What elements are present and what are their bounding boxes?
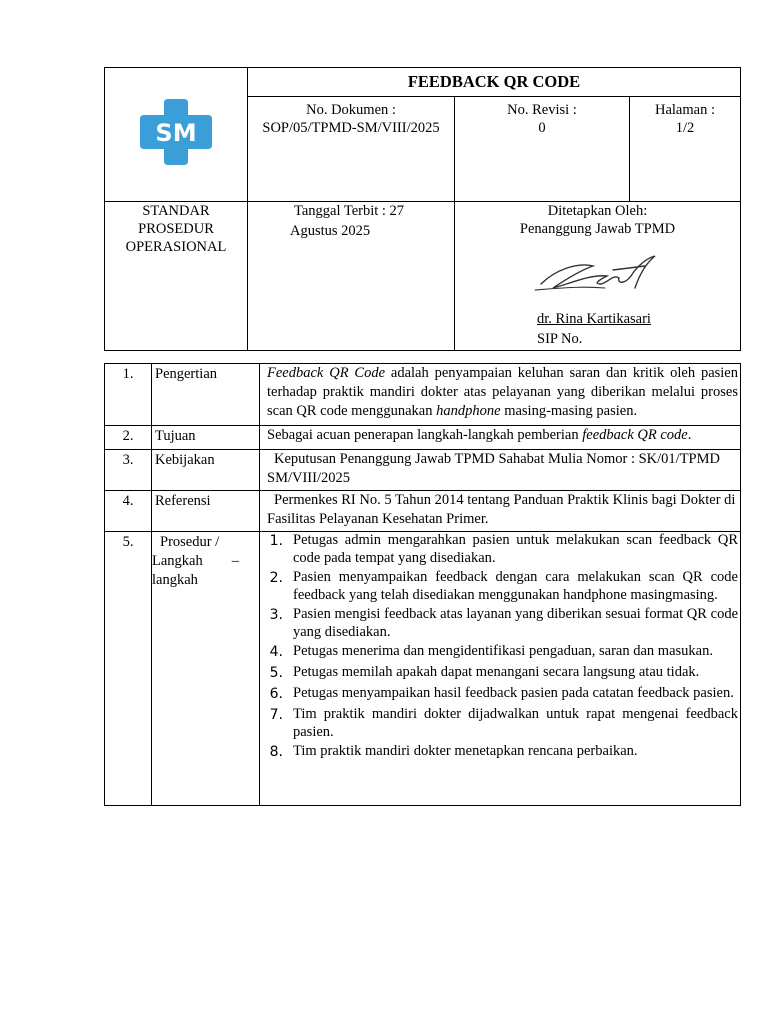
- revision-label: No. Revisi :: [507, 102, 577, 118]
- definition-text: [260, 364, 741, 426]
- procedure-label-line-2: Langkah –: [152, 553, 239, 569]
- definition-end: masing-masing pasien.: [500, 403, 638, 419]
- step-text: Tim praktik mandiri dokter menetapkan rencana perbaikan.: [293, 743, 638, 759]
- row-number: 5.: [105, 532, 152, 806]
- doc-number-label: No. Dokumen :: [306, 102, 396, 118]
- issue-date-line-1: Tanggal Terbit : 27: [294, 203, 405, 219]
- signer-name: dr. Rina Kartikasari: [537, 311, 651, 327]
- revision-value: 0: [538, 120, 546, 136]
- logo-text: SM: [155, 119, 197, 147]
- italic-term: handphone: [436, 403, 501, 419]
- row-label: Pengertian: [152, 364, 260, 426]
- page-label: Halaman :: [655, 102, 715, 118]
- step-number: 5.: [269, 665, 283, 681]
- row-label: Referensi: [152, 491, 260, 532]
- procedure-step: [260, 643, 738, 662]
- logo-cell: [105, 68, 248, 202]
- revision-cell: [455, 97, 630, 202]
- row-label: Kebijakan: [152, 450, 260, 491]
- step-number: 7.: [269, 707, 283, 723]
- reference-text: Permenkes RI No. 5 Tahun 2014 tentang Panduan Praktik Klinis bagi Dokter di Fasilitas Pelayanan Kesehatan Primer.: [260, 491, 741, 532]
- step-text: Petugas menyampaikan hasil feedback pasien pada catatan feedback pasien.: [293, 685, 734, 701]
- sop-label-cell: [105, 202, 248, 351]
- row-number: 4.: [105, 491, 152, 532]
- procedure-steps-cell: [260, 532, 741, 806]
- purpose-end: .: [687, 427, 692, 443]
- italic-term: Feedback QR Code: [267, 365, 386, 381]
- procedure-label-line-3: langkah: [152, 572, 198, 588]
- step-number: 6.: [269, 686, 283, 702]
- procedure-step: [260, 606, 738, 641]
- procedure-step: [260, 706, 738, 741]
- step-number: 1.: [269, 533, 283, 549]
- step-number: 4.: [269, 644, 283, 660]
- row-label: Tujuan: [152, 426, 260, 450]
- italic-term: feedback QR code: [582, 427, 688, 443]
- row-label: [152, 532, 260, 806]
- procedure-step: [260, 569, 738, 604]
- sop-line-2: PROSEDUR: [138, 221, 214, 237]
- step-text: Pasien menyampaikan feedback dengan cara melakukan scan QR code feedback yang telah disediakan menggunakan handphone masingmasing.: [293, 569, 738, 603]
- procedure-label-line-1: Prosedur /: [160, 534, 220, 550]
- sop-line-1: STANDAR: [142, 203, 210, 219]
- table-row: [105, 450, 741, 491]
- table-row: [105, 364, 741, 426]
- doc-number: SOP/05/TPMD-SM/VIII/2025: [262, 120, 440, 136]
- page-cell: [630, 97, 741, 202]
- sm-logo-icon: [138, 99, 214, 165]
- sop-content-table: [104, 363, 741, 806]
- purpose-body: Sebagai acuan penerapan langkah-langkah pemberian: [267, 427, 583, 443]
- procedure-steps-list: [260, 532, 738, 762]
- purpose-text: [260, 426, 741, 450]
- sop-line-3: OPERASIONAL: [125, 239, 227, 255]
- table-row: [105, 426, 741, 450]
- page-value: 1/2: [675, 120, 695, 136]
- approved-by-label: Ditetapkan Oleh:: [547, 203, 648, 219]
- step-text: Tim praktik mandiri dokter dijadwalkan untuk rapat mengenai feedback pasien.: [293, 706, 738, 740]
- table-row: [105, 491, 741, 532]
- row-number: 3.: [105, 450, 152, 491]
- procedure-step: [260, 532, 738, 567]
- definition-body: adalah penyampaian keluhan saran dan kritik oleh pasien terhadap praktik mandiri dokter atas pelayanan yang diberikan melalui proses scan QR code menggunakan: [267, 365, 738, 419]
- document-header: [104, 67, 741, 351]
- policy-text: Keputusan Penanggung Jawab TPMD Sahabat Mulia Nomor : SK/01/TPMD SM/VIII/2025: [260, 450, 741, 491]
- step-number: 2.: [269, 570, 283, 586]
- step-text: Petugas menerima dan mengidentifikasi pengaduan, saran dan masukan.: [293, 643, 713, 659]
- step-text: Pasien mengisi feedback atas layanan yang diberikan sesuai format QR code yang disediakan.: [293, 606, 738, 640]
- approval-cell: [455, 202, 741, 351]
- step-text: Petugas admin mengarahkan pasien untuk melakukan scan feedback QR code pada tempat yang disediakan.: [293, 532, 738, 566]
- step-number: 8.: [269, 744, 283, 760]
- procedure-step: [260, 664, 738, 683]
- doc-number-cell: [248, 97, 455, 202]
- issue-date-cell: [248, 202, 455, 351]
- signature-icon: [521, 240, 671, 302]
- table-row: [105, 532, 741, 806]
- sip-number: SIP No.: [537, 331, 583, 347]
- document-title: FEEDBACK QR CODE: [248, 68, 741, 97]
- step-number: 3.: [269, 607, 283, 623]
- procedure-step: [260, 685, 738, 704]
- row-number: 1.: [105, 364, 152, 426]
- approved-by-role: Penanggung Jawab TPMD: [519, 221, 676, 237]
- issue-date-line-2: Agustus 2025: [290, 223, 371, 239]
- procedure-step: [260, 743, 738, 762]
- row-number: 2.: [105, 426, 152, 450]
- step-text: Petugas memilah apakah dapat menangani secara langsung atau tidak.: [293, 664, 700, 680]
